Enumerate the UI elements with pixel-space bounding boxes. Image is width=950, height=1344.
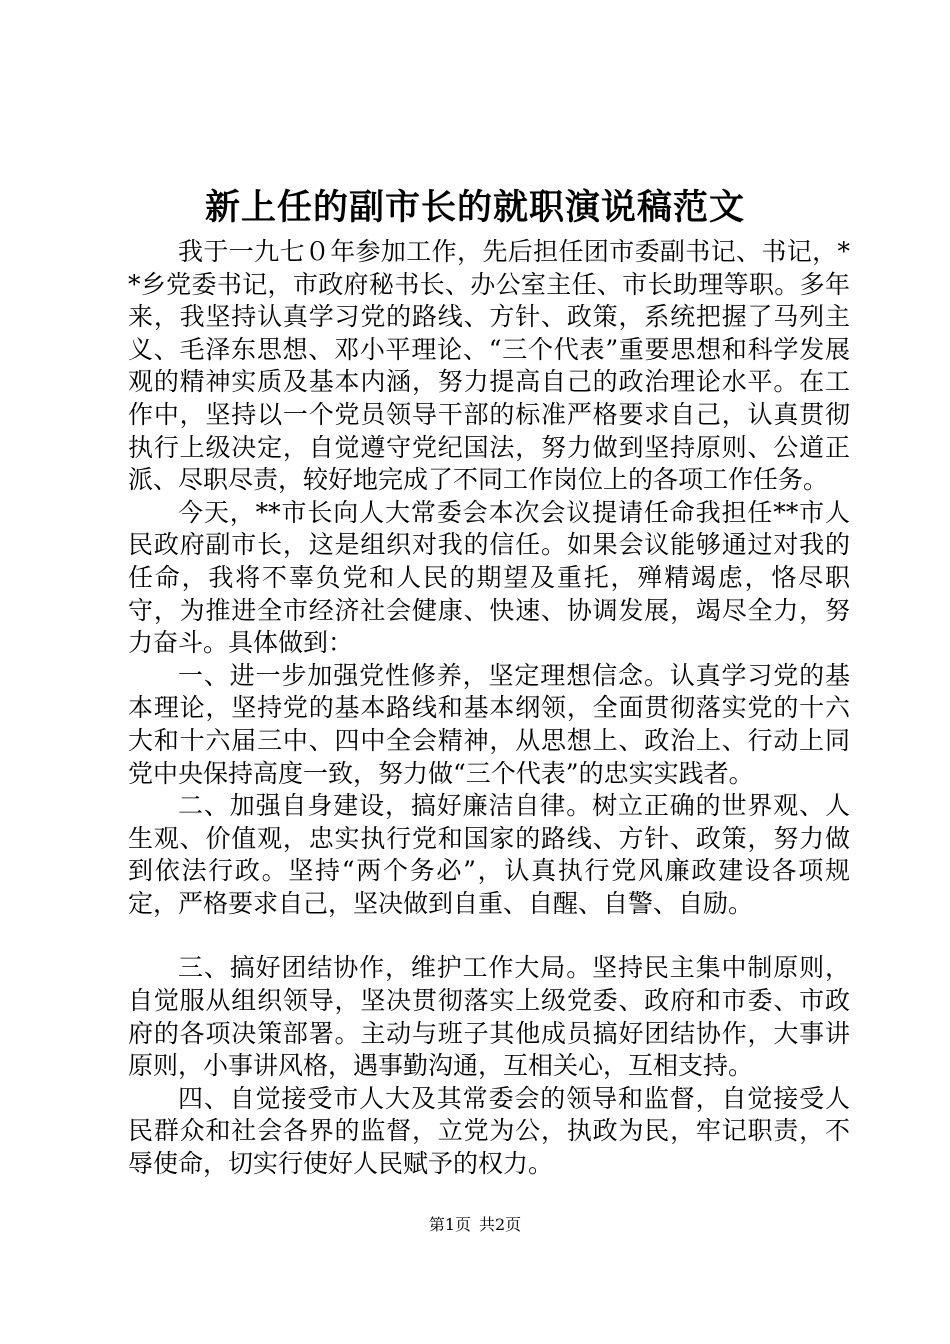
page-total: 共2页 [479, 1215, 522, 1234]
paragraph-appointment: 今天，**市长向人大常委会本次会议提请任命我担任**市人民政府副市长，这是组织对我的信任。如果会议能够通过对我的任命，我将不辜负党和人民的期望及重托，殚精竭虑，恪尽职守，为推进全市经济社会健康、快速、协调发展，竭尽全力，努力奋斗。具体做到： [128, 497, 850, 658]
paragraph-point-four: 四、自觉接受市人大及其常委会的领导和监督，自觉接受人民群众和社会各界的监督，立党为公，执政为民，牢记职责，不辱使命，切实行使好人民赋予的权力。 [128, 1083, 850, 1179]
document-body [128, 236, 850, 1181]
page-footer [0, 1214, 950, 1236]
paragraph-point-three: 三、搞好团结协作，维护工作大局。坚持民主集中制原则，自觉服从组织领导，坚决贯彻落实上级党委、政府和市委、市政府的各项决策部署。主动与班子其他成员搞好团结协作，大事讲原则，小事讲风格，遇事勤沟通，互相关心，互相支持。 [128, 953, 850, 1081]
paragraph-work-history: 我于一九七０年参加工作，先后担任团市委副书记、书记，**乡党委书记，市政府秘书长、办公室主任、市长助理等职。多年来，我坚持认真学习党的路线、方针、政策，系统把握了马列主义、毛泽东思想、邓小平理论、“三个代表”重要思想和科学发展观的精神实质及基本内涵，努力提高自己的政治理论水平。在工作中，坚持以一个党员领导干部的标准严格要求自己，认真贯彻执行上级决定，自觉遵守党纪国法，努力做到坚持原则、公道正派、尽职尽责，较好地完成了不同工作岗位上的各项工作任务。 [128, 237, 850, 495]
page-number: 第1页 [428, 1215, 471, 1234]
paragraph-point-two: 二、加强自身建设，搞好廉洁自律。树立正确的世界观、人生观、价值观，忠实执行党和国家的路线、方针、政策，努力做到依法行政。坚持“两个务必”，认真执行党风廉政建设各项规定，严格要求自己，坚决做到自重、自醒、自警、自励。 [128, 791, 850, 918]
paragraph-point-one: 一、进一步加强党性修养，坚定理想信念。认真学习党的基本理论，坚持党的基本路线和基本纲领，全面贯彻落实党的十六大和十六届三中、四中全会精神，从思想上、政治上、行动上同党中央保持高度一致，努力做“三个代表”的忠实实践者。 [128, 660, 850, 788]
document-title: 新上任的副市长的就职演说稿范文 [204, 187, 745, 228]
